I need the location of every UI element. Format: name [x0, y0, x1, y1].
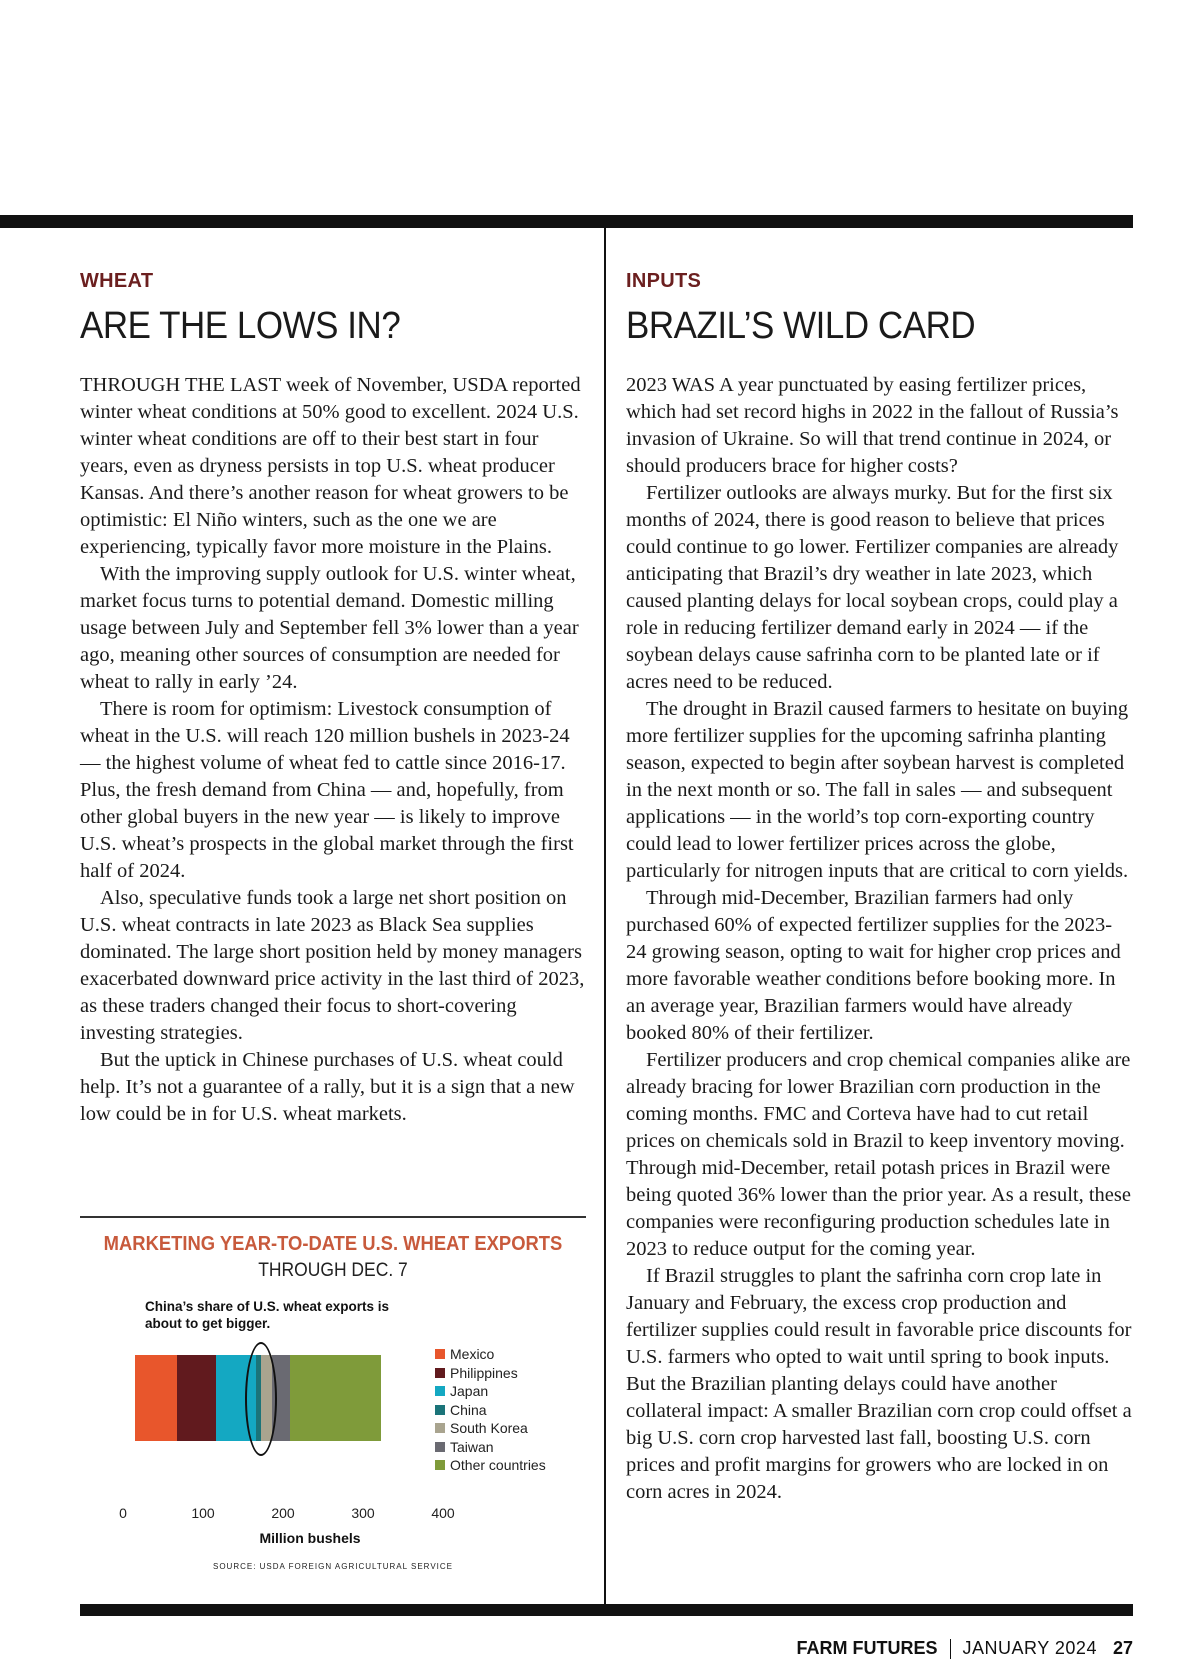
legend-swatch [435, 1386, 445, 1396]
chart-legend [435, 1345, 546, 1475]
paragraph: Fertilizer producers and crop chemical companies alike are already bracing for lower Brazilian corn production in the coming months. FMC and Corteva have had to cut retail prices on chemicals sold in Brazil to keep inventory moving. Through mid-December, retail potash prices in Brazil were being quoted 36% lower than the prior year. As a result, these companies were reconfiguring production schedules late in 2023 to reduce output for the coming year. [626, 1049, 1131, 1260]
x-tick-label: 200 [271, 1505, 295, 1521]
x-axis-label: Million bushels [259, 1530, 361, 1546]
legend-label: Japan [450, 1383, 489, 1400]
paragraph: There is room for optimism: Livestock consumption of wheat in the U.S. will reach 120 million bushels in 2023-24 — the highest volume of wheat fed to cattle since 2016-17. Plus, the fresh demand from China — and, hopefully, from other global buyers in the new year — is likely to improve U.S. wheat’s prospects in the global market through the first half of 2024. [80, 698, 574, 882]
legend-label: South Korea [450, 1420, 528, 1437]
column-divider [604, 228, 606, 1604]
legend-swatch [435, 1368, 445, 1378]
legend-item [435, 1438, 546, 1457]
chart-top-rule [80, 1216, 586, 1218]
article-headline: ARE THE LOWS IN? [80, 305, 401, 347]
wheat-exports-chart [80, 1225, 586, 1570]
paragraph: Through mid-December, Brazilian farmers had only purchased 60% of expected fertilizer supplies for the 2023-24 growing season, opting to wait for higher crop prices and more favorable weather conditions before booking more. In an average year, Brazilian farmers would have already booked 80% of their fertilizer. [626, 887, 1121, 1044]
legend-label: Taiwan [450, 1438, 494, 1455]
inputs-article [626, 270, 1132, 1506]
legend-swatch [435, 1423, 445, 1433]
legend-swatch [435, 1460, 445, 1470]
legend-item [435, 1401, 546, 1420]
x-tick-label: 400 [431, 1505, 455, 1521]
section-kicker: INPUTS [626, 270, 702, 292]
paragraph: Fertilizer outlooks are always murky. But for the first six months of 2024, there is good reason to believe that prices could continue to go lower. Fertilizer companies are already anticipating that Brazil’s dry weather in late 2023, which caused planting delays for local soybean crops, could play a role in reducing fertilizer demand early in 2024 — if the soybean delays cause safrinha corn to be planted late or if acres need to be reduced. [626, 482, 1119, 693]
paragraph: If Brazil struggles to plant the safrinha corn crop late in January and February, the excess crop production and fertilizer supplies could result in favorable price discounts for U.S. farmers who opted to wait until spring to book inputs. But the Brazilian planting delays could have another collateral impact: A smaller Brazilian corn crop could offset a big U.S. corn crop harvested last fall, boosting U.S. corn prices and profit margins for growers who are locked in on corn acres in 2024. [626, 1265, 1132, 1503]
legend-swatch [435, 1349, 445, 1359]
paragraph: With the improving supply outlook for U.S. winter wheat, market focus turns to potential demand. Domestic milling usage between July and September fell 3% lower than a year ago, meaning other sources of consumption are needed for wheat to rally in early ’24. [80, 563, 579, 693]
paragraph: Also, speculative funds took a large net short position on U.S. wheat contracts in late 2023 as Black Sea supplies dominated. The large short position held by money managers exacerbated downward price activity in the last third of 2023, as these traders changed their focus to short-covering investing strategies. [80, 887, 585, 1044]
legend-label: Philippines [450, 1364, 518, 1381]
paragraph: But the uptick in Chinese purchases of U.S. wheat could help. It’s not a guarantee of a rally, but it is a sign that a new low could be in for U.S. wheat markets. [80, 1049, 575, 1125]
china-highlight-ellipse [245, 1342, 277, 1456]
bar-segment-philippines [177, 1355, 215, 1441]
legend-swatch [435, 1442, 445, 1452]
x-tick-label: 0 [119, 1505, 127, 1521]
x-tick-label: 300 [351, 1505, 375, 1521]
legend-item [435, 1345, 546, 1364]
article-body [626, 372, 1132, 1506]
legend-swatch [435, 1405, 445, 1415]
legend-item [435, 1382, 546, 1401]
chart-subtitle: THROUGH DEC. 7 [258, 1260, 408, 1281]
issue-date: JANUARY 2024 [962, 1638, 1097, 1658]
article-body [80, 372, 586, 1128]
top-rule [0, 215, 1133, 228]
legend-item [435, 1456, 546, 1475]
chart-annotation: China’s share of U.S. wheat exports is about to get bigger. [145, 1299, 390, 1331]
legend-label: Other countries [450, 1457, 546, 1474]
x-tick-label: 100 [191, 1505, 215, 1521]
publication-name: FARM FUTURES [796, 1638, 938, 1658]
paragraph: The drought in Brazil caused farmers to hesitate on buying more fertilizer supplies for the upcoming safrinha planting season, expected to begin after soybean harvest is completed in the next month or so. The fall in sales — and subsequent applications — in the world’s top corn-exporting country could lead to lower fertilizer prices across the globe, particularly for nitrogen inputs that are critical to corn yields. [626, 698, 1129, 882]
wheat-article [80, 270, 586, 1128]
legend-item [435, 1419, 546, 1438]
bar-segment-other-countries [290, 1355, 381, 1441]
chart-source: SOURCE: USDA FOREIGN AGRICULTURAL SERVICE [212, 1562, 453, 1571]
bottom-rule [80, 1604, 1133, 1616]
footer-separator [950, 1639, 951, 1659]
legend-label: Mexico [450, 1346, 495, 1363]
paragraph: 2023 WAS A year punctuated by easing fertilizer prices, which had set record highs in 2022 in the fallout of Russia’s invasion of Ukraine. So will that trend continue in 2024, or should producers brace for higher costs? [626, 374, 1119, 477]
paragraph: THROUGH THE LAST week of November, USDA reported winter wheat conditions at 50% good to excellent. 2024 U.S. winter wheat conditions are off to their best start in four years, even as dryness persists in top U.S. wheat producer Kansas. And there’s another reason for wheat growers to be optimistic: El Niño winters, such as the one we are experiencing, typically favor more moisture in the Plains. [80, 374, 581, 558]
legend-label: China [450, 1401, 487, 1418]
page-number: 27 [1112, 1638, 1133, 1658]
article-headline: BRAZIL’S WILD CARD [626, 305, 976, 347]
bar-segment-mexico [135, 1355, 177, 1441]
section-kicker: WHEAT [80, 270, 154, 292]
legend-item [435, 1364, 546, 1383]
page-footer [797, 1638, 1133, 1659]
chart-title: MARKETING YEAR-TO-DATE U.S. WHEAT EXPORTS [103, 1233, 563, 1255]
